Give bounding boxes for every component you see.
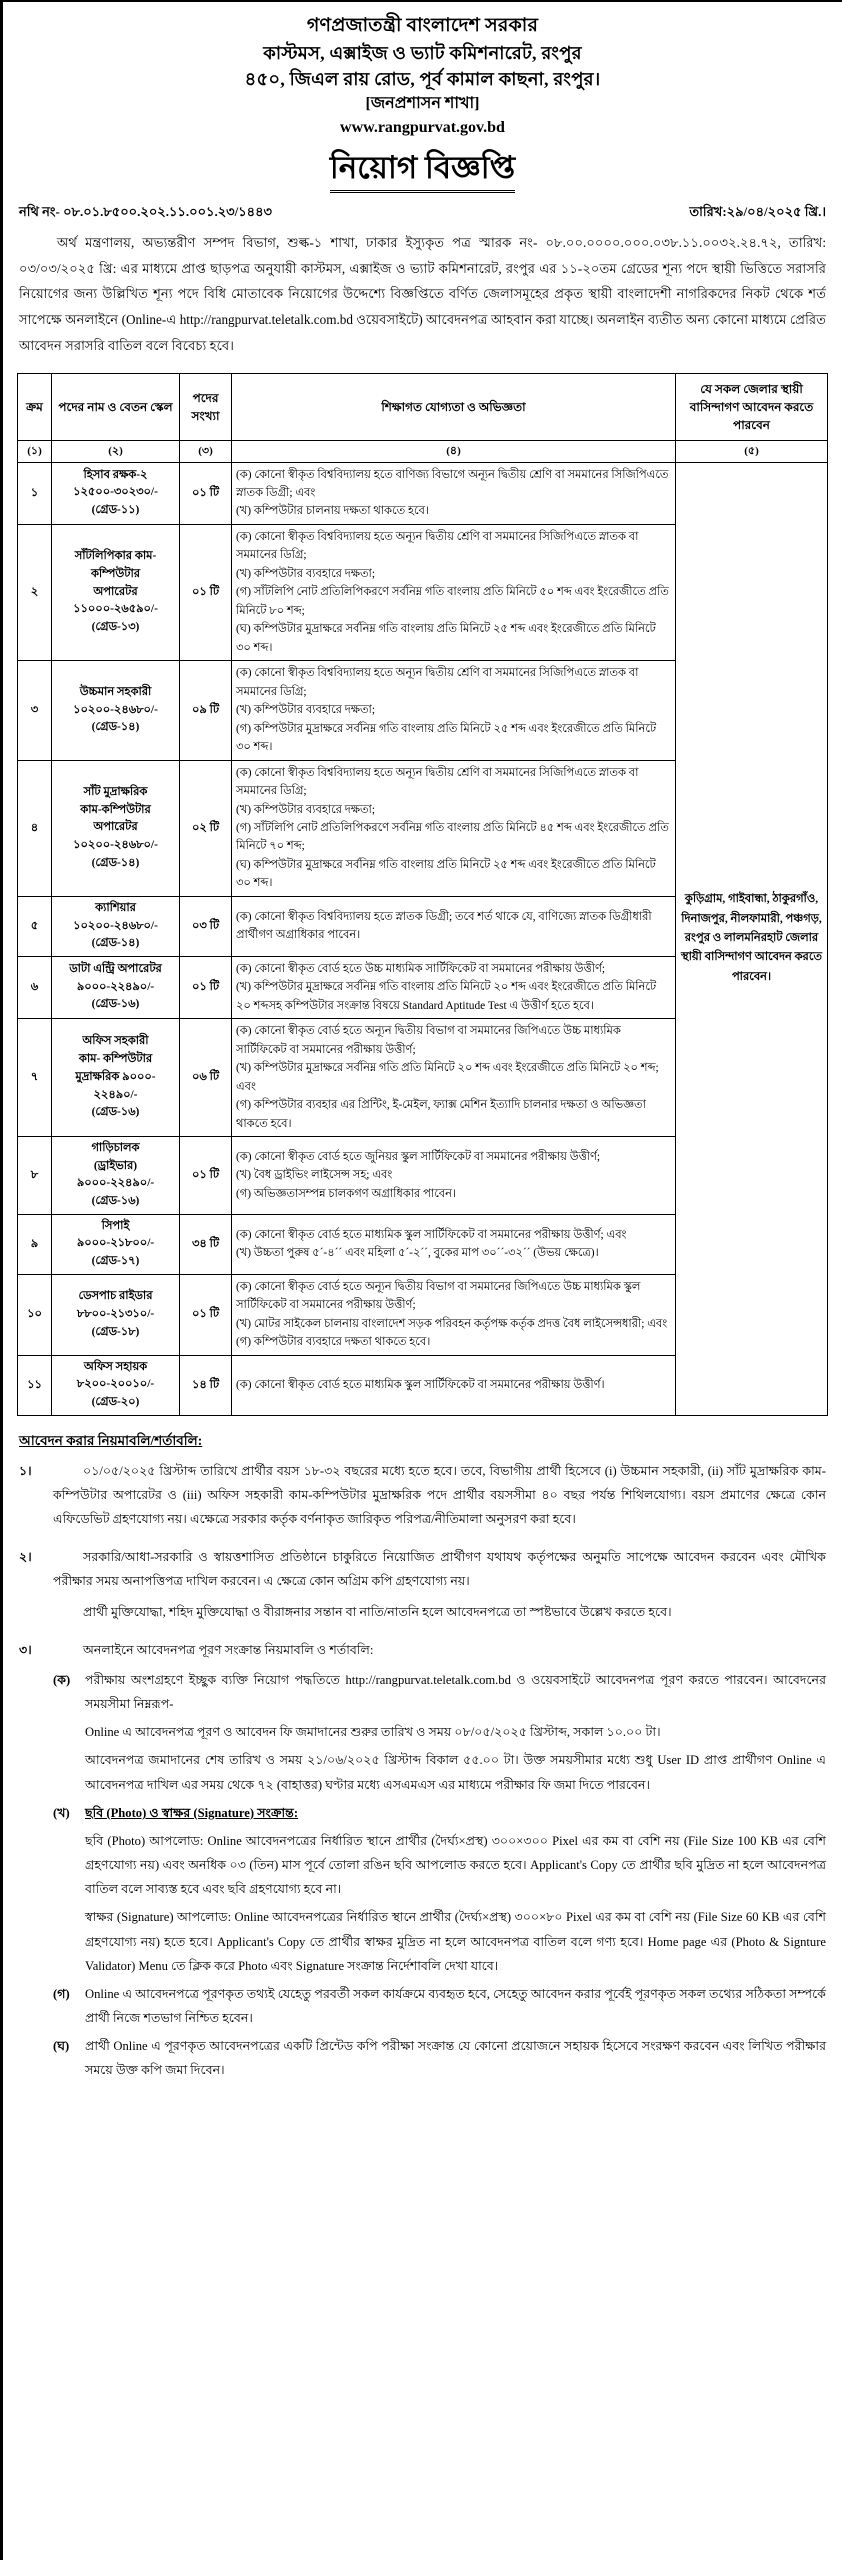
- subitem-text: প্রার্থী Online এ পূরণকৃত আবেদনপত্রের একটি প্রিন্টেড কপি পরীক্ষা সংক্রান্ত যে কোনো প্রয়োজনে সহায়ক হিসেবে সংরক্ষণ করবেন এবং লিখিত পরীক্ষার সময়ে উক্ত কপি জমা দিবেন।: [85, 2039, 826, 2078]
- qualification-line: (ক) কোনো স্বীকৃত বোর্ড হতে অন্যূন দ্বিতীয় বিভাগ বা সমমানের জিপিএতে উচ্চ মাধ্যমিক সার্টিফিকেট বা সমমানের পরীক্ষায় উত্তীর্ণ;: [236, 1025, 621, 1056]
- header-qualifications: শিক্ষাগত যোগ্যতা ও অভিজ্ঞতা: [232, 373, 676, 440]
- conditions-list: [17, 1459, 828, 2083]
- qualification-line: (ক) কোনো স্বীকৃত বিশ্ববিদ্যালয় হতে অন্যূন দ্বিতীয় শ্রেণি বা সমমানের সিজিপিএতে স্নাতক বা সমমানের ডিগ্রি;: [236, 667, 639, 698]
- subitem-label: [53, 1720, 85, 1744]
- cell-post-count: ০৯ টি: [180, 661, 232, 760]
- cell-qualifications: [232, 1137, 676, 1215]
- condition-number: ২।: [19, 1550, 32, 1565]
- cell-serial: ৪: [18, 760, 52, 896]
- government-name: গণপ্রজাতন্ত্রী বাংলাদেশ সরকার: [306, 15, 539, 36]
- cell-serial: ১: [18, 462, 52, 524]
- cell-qualifications: [232, 661, 676, 760]
- cell-post-count: ১৪ টি: [180, 1355, 232, 1415]
- table-row: [18, 462, 828, 524]
- condition-paragraph: ০১/০৫/২০২৫ খ্রিস্টাব্দ তারিখে প্রার্থীর বয়স ১৮-৩২ বছরের মধ্যে হতে হবে। তবে, বিভাগীয় প্রার্থী হিসেবে (i) উচ্চমান সহকারী, (ii) সাঁট মুদ্রাক্ষরিক কাম-কম্পিউটার অপারেটর ও (iii) অফিস সহকারী কাম-কম্পিউটার মুদ্রাক্ষরিক পদে প্রার্থীর বয়সসীমা ৪০ বছর পর্যন্ত শিথিলযোগ্য। বয়স প্রমাণের ক্ষেত্রে কোন এফিডেভিট গ্রহণযোগ্য নয়। এক্ষেত্রে সরকার কর্তৃক বর্ণনাকৃত জারিকৃত পরিপত্র/নীতিমালা অনুসরণ করা হবে।: [53, 1463, 826, 1527]
- cell-post-count: ০২ টি: [180, 760, 232, 896]
- cell-serial: ৬: [18, 956, 52, 1018]
- cell-post-count: ০১ টি: [180, 1274, 232, 1355]
- subitem-label: (খ): [53, 1805, 70, 1820]
- qualification-line: (ক) কোনো স্বীকৃত বোর্ড হতে উচ্চ মাধ্যমিক সার্টিফিকেট বা সমমানের পরীক্ষায় উত্তীর্ণ;: [236, 962, 606, 975]
- cell-qualifications: [232, 896, 676, 956]
- office-address: ৪৫০, জিএল রায় রোড, পূর্ব কামাল কাছনা, রংপুর।: [244, 68, 601, 89]
- condition-subitem: [53, 1720, 826, 1744]
- cell-districts: কুড়িগ্রাম, গাইবান্ধা, ঠাকুরগাঁও, দিনাজপুর, নীলফামারী, পঞ্চগড়, রংপুর ও লালমনিরহাট জেলার স্থায়ী বাসিন্দাগণ আবেদন করতে পারবেন।: [676, 462, 828, 1415]
- condition-body: [53, 1459, 826, 1538]
- subitem-text: ছবি (Photo) ও স্বাক্ষর (Signature) সংক্রান্ত:: [85, 1805, 299, 1820]
- condition-paragraph: প্রার্থী মুক্তিযোদ্ধা, শহিদ মুক্তিযোদ্ধা ও বীরাঙ্গনার সন্তান বা নাতি/নাতনি হলে আবেদনপত্রে তা স্পষ্টভাবে উল্লেখ করতে হবে।: [83, 1604, 672, 1619]
- cell-serial: ১০: [18, 1274, 52, 1355]
- qualification-line: (ক) কোনো স্বীকৃত বিশ্ববিদ্যালয় হতে স্নাতক ডিগ্রী; তবে শর্ত থাকে যে, বাণিজ্যে স্নাতক ডিগ্রীধারী প্রার্থীগণ অগ্রাধিকার পাবেন।: [236, 910, 652, 942]
- qualification-line: (ঘ) কম্পিউটার মুদ্রাক্ষরে সর্বনিম্ন গতি বাংলায় প্রতি মিনিটে ২৫ শব্দ এবং ইংরেজীতে প্রতি মিনিটে ৩০ শব্দ।: [236, 623, 656, 654]
- cell-post-name: অফিস সহকারী কাম- কম্পিউটার মুদ্রাক্ষরিক ৯০০০- ২২৪৯০/- (গ্রেড-১৬): [52, 1019, 180, 1137]
- cell-post-name: ক্যাশিয়ার ১০২০০-২৪৬৮০/- (গ্রেড-১৪): [52, 896, 180, 956]
- qualification-line: (খ) বৈধ ড্রাইভিং লাইসেন্স সহ; এবং: [236, 1169, 393, 1182]
- website-url[interactable]: www.rangpurvat.gov.bd: [340, 118, 505, 136]
- cell-qualifications: [232, 760, 676, 896]
- cell-serial: ৩: [18, 661, 52, 760]
- issue-date: তারিখ:২৯/০৪/২০২৫ খ্রি.।: [689, 203, 826, 219]
- cell-post-count: ০১ টি: [180, 524, 232, 660]
- cell-qualifications: [232, 956, 676, 1018]
- qualification-line: (খ) মোটর সাইকেল চালনায় বাংলাদেশ সড়ক পরিবহন কর্তৃপক্ষ কর্তৃক প্রদত্ত বৈধ লাইসেন্সধারী; এবং: [236, 1317, 668, 1330]
- qualification-line: (ক) কোনো স্বীকৃত বিশ্ববিদ্যালয় হতে অন্যূন দ্বিতীয় শ্রেণি বা সমমানের সিজিপিএতে স্নাতক বা সমমানের ডিগ্রি;: [236, 530, 639, 562]
- subitem-label: (ক): [53, 1672, 71, 1687]
- qualification-line: (খ) কম্পিউটার মুদ্রাক্ষরে সর্বনিম্ন গতি বাংলায় প্রতি মিনিটে ২০ শব্দ এবং ইংরেজীতে প্রতি মিনিটে ২০ শব্দসহ কম্পিউটার সংক্রান্ত বিষয়ে Standard Aptitude Test এ উত্তীর্ণ হতে হবে।: [236, 981, 657, 1012]
- cell-post-name: অফিস সহায়ক ৮২০০-২০০১০/- (গ্রেড-২০): [52, 1355, 180, 1415]
- subitem-text: Online এ আবেদনপত্র পূরণ ও আবেদন ফি জমাদানের শুরুর তারিখ ও সময় ০৮/০৫/২০২৫ খ্রিস্টাব্দ, সকাল ১০.০০ টা।: [85, 1725, 661, 1740]
- vacancy-table-head: [18, 373, 828, 462]
- page-title-text: নিয়োগ বিজ্ঞপ্তি: [330, 149, 515, 193]
- colnum-2: (২): [52, 440, 180, 462]
- subitem-label: [53, 1905, 85, 1978]
- table-header-row: [18, 373, 828, 440]
- qualification-line: (খ) কম্পিউটার ব্যবহারে দক্ষতা;: [236, 704, 376, 717]
- qualification-line: (গ) সাঁটলিপি নোট প্রতিলিপিকরণে সর্বনিম্ন গতি বাংলায় প্রতি মিনিটে ৫০ শব্দ এবং ইংরেজীতে প্রতি মিনিটে ৮০ শব্দ;: [236, 586, 669, 617]
- cell-qualifications: [232, 1019, 676, 1137]
- cell-post-name: সিপাই ৯০০০-২১৮০০/- (গ্রেড-১৭): [52, 1214, 180, 1274]
- qualification-line: (খ) কম্পিউটার মুদ্রাক্ষরে সর্বনিম্ন গতি প্রতি মিনিটে ২০ শব্দ এবং ইংরেজীতে প্রতি মিনিটে ২০ শব্দ; এবং: [236, 1062, 659, 1093]
- subitem-text: Online এ আবেদনপত্রে পূরণকৃত তথ্যই যেহেতু পরবর্তী সকল কার্যক্রমে ব্যবহৃত হবে, সেহেতু আবেদন করার পূর্বেই পূরণকৃত সকল তথ্যের সঠিকতা সম্পর্কে প্রার্থী নিজে শতভাগ নিশ্চিত হবেন।: [85, 1986, 826, 2026]
- colnum-5: (৫): [676, 440, 828, 462]
- condition-body: [53, 1638, 826, 2083]
- office-name: কাস্টমস, এক্সাইজ ও ভ্যাট কমিশনারেট, রংপুর: [263, 42, 582, 63]
- conditions-heading: আবেদন করার নিয়মাবলি/শর্তাবলি:: [19, 1432, 203, 1448]
- cell-qualifications: [232, 462, 676, 524]
- cell-serial: ১১: [18, 1355, 52, 1415]
- condition-subitem: [53, 1982, 826, 2030]
- qualification-line: (খ) কম্পিউটার চালনায় দক্ষতা থাকতে হবে।: [236, 505, 429, 518]
- cell-post-count: ৩৪ টি: [180, 1214, 232, 1274]
- qualification-line: (গ) কম্পিউটার ব্যবহার এর প্রিন্টিং, ই-মেইল, ফ্যাক্স মেশিন ইত্যাদি চালনার দক্ষতা ও অভিজ্ঞতা থাকতে হবে।: [236, 1099, 646, 1130]
- condition-body: [53, 1545, 826, 1630]
- cell-post-count: ০১ টি: [180, 956, 232, 1018]
- condition-item: [17, 1545, 828, 1630]
- cell-post-name: ডেসপাচ রাইডার ৮৮০০-২১৩১০/- (গ্রেড-১৮): [52, 1274, 180, 1355]
- qualification-line: (ক) কোনো স্বীকৃত বোর্ড হতে মাধ্যমিক স্কুল সার্টিফিকেট বা সমমানের পরীক্ষায় উত্তীর্ণ।: [236, 1378, 605, 1391]
- header-post-count: পদের সংখ্যা: [180, 373, 232, 440]
- subitem-label: (গ): [53, 1986, 70, 2001]
- header-post-name: পদের নাম ও বেতন স্কেল: [52, 373, 180, 440]
- cell-post-name: উচ্চমান সহকারী ১০২০০-২৪৬৮০/- (গ্রেড-১৪): [52, 661, 180, 760]
- cell-serial: ৫: [18, 896, 52, 956]
- condition-subitem: [53, 1905, 826, 1978]
- header-districts: যে সকল জেলার স্থায়ী বাসিন্দাগণ আবেদন করতে পারবেন: [676, 373, 828, 440]
- condition-subitem: [53, 2034, 826, 2082]
- subitem-text: ছবি (Photo) আপলোড: Online আবেদনপত্রের নির্ধারিত স্থানে প্রার্থীর (দৈর্ঘ্য×প্রস্থ) ৩০০×৩০০ Pixel এর কম বা বেশি নয় (File Size 100 KB এর বেশি গ্রহণযোগ্য নয়) এবং অনধিক ০৩ (তিন) মাস পূর্বে তোলা রঙিন ছবি আপলোড করতে হবে। Applicant's Copy তে প্রার্থীর ছবি মুদ্রিত না হলে আবেদনপত্র বাতিল বলে সাব্যস্ত হবে এবং ছবি গ্রহণযোগ্য হবে না।: [85, 1833, 826, 1897]
- cell-serial: ৯: [18, 1214, 52, 1274]
- cell-post-name: গাড়িচালক (ড্রাইভার) ৯০০০-২২৪৯০/- (গ্রেড-১৬): [52, 1137, 180, 1215]
- meta-row: [17, 203, 828, 224]
- subitem-text: পরীক্ষায় অংশগ্রহণে ইচ্ছুক ব্যক্তি নিয়োগ পদ্ধতিতে http://rangpurvat.teletalk.com.bd ও ওয়েবসাইটে আবেদনপত্র পূরণ করতে পারবেন। আবেদনের সময়সীমা নিম্নরূপ-: [85, 1672, 826, 1712]
- condition-item: [17, 1638, 828, 2083]
- condition-number: ৩।: [19, 1642, 32, 1657]
- cell-qualifications: [232, 1214, 676, 1274]
- condition-subitem: [53, 1668, 826, 1716]
- subitem-label: [53, 1748, 85, 1796]
- qualification-line: (ঘ) কম্পিউটার মুদ্রাক্ষরে সর্বনিম্ন গতি বাংলায় প্রতি মিনিটে ২৫ শব্দ এবং ইংরেজীতে প্রতি মিনিটে ৩০ শব্দ।: [236, 858, 656, 890]
- cell-qualifications: [232, 1355, 676, 1415]
- page-title: [17, 149, 828, 193]
- subitem-label: (ঘ): [53, 2039, 70, 2054]
- qualification-line: (খ) কম্পিউটার ব্যবহারে দক্ষতা;: [236, 567, 376, 580]
- qualification-line: (গ) অভিজ্ঞতাসম্পন্ন চালকগণ অগ্রাধিকার পাবেন।: [236, 1187, 456, 1200]
- condition-paragraph: অনলাইনে আবেদনপত্র পূরণ সংক্রান্ত নিয়মাবলি ও শর্তাবলি:: [83, 1642, 374, 1657]
- qualification-line: (ক) কোনো স্বীকৃত বোর্ড হতে অন্যূন দ্বিতীয় বিভাগ বা সমমানের জিপিএতে উচ্চ মাধ্যমিক স্কুল সার্টিফিকেট বা সমমানের পরীক্ষায় উত্তীর্ণ;: [236, 1280, 641, 1312]
- condition-subitem: [53, 1748, 826, 1796]
- subitem-text: আবেদনপত্র জমাদানের শেষ তারিখ ও সময় ২১/০৬/২০২৫ খ্রিস্টাব্দ বিকাল ৫৫.০০ টা। উক্ত সময়সীমার মধ্যে শুধু User ID প্রাপ্ত প্রার্থীগণ Online এ আবেদনপত্র দাখিল এর সময় থেকে ৭২ (বাহাত্তর) ঘণ্টার মধ্যে এসএমএস এর মাধ্যমে পরীক্ষার ফি জমা দিতে পারবেন।: [85, 1753, 826, 1792]
- cell-post-count: ০১ টি: [180, 1137, 232, 1215]
- vacancy-table: [17, 373, 828, 1416]
- cell-post-count: ০৩ টি: [180, 896, 232, 956]
- subitem-text: স্বাক্ষর (Signature) আপলোড: Online আবেদনপত্রের নির্ধারিত স্থানে প্রার্থীর (দৈর্ঘ্য×প্রস্থ) ৩০০×৮০ Pixel এর কম বা বেশি নয় (File Size 60 KB এর বেশি গ্রহণযোগ্য নয়) হতে হবে। Applicant's Copy তে প্রার্থীর স্বাক্ষর মুদ্রিত না হলে আবেদনপত্র বাতিল বলে গণ্য হবে। Home page এর (Photo & Signture Validator) Menu তে ক্লিক করে Photo এবং Signature সংক্রান্ত নির্দেশাবলি দেখা যাবে।: [85, 1910, 826, 1973]
- cell-serial: ৮: [18, 1137, 52, 1215]
- condition-paragraph: সরকারি/আধা-সরকারি ও স্বায়ত্তশাসিত প্রতিষ্ঠানে চাকুরিতে নিয়োজিত প্রার্থীগণ যথাযথ কর্তৃপক্ষের অনুমতি সাপেক্ষে আবেদন করবেন এবং মৌখিক পরীক্ষার সময় অনাপত্তিপত্র দাখিল করবেন। এ ক্ষেত্রে কোন অগ্রিম কপি গ্রহণযোগ্য নয়।: [53, 1550, 826, 1589]
- qualification-line: (ক) কোনো স্বীকৃত বোর্ড হতে জুনিয়র স্কুল সার্টিফিকেট বা সমমানের পরীক্ষায় উত্তীর্ণ;: [236, 1150, 601, 1163]
- subitem-label: [53, 1829, 85, 1902]
- cell-post-name: হিসাব রক্ষক-২ ১২৫০০-৩০২৩০/- (গ্রেড-১১): [52, 462, 180, 524]
- qualification-line: (ক) কোনো স্বীকৃত বিশ্ববিদ্যালয় হতে অন্যূন দ্বিতীয় শ্রেণি বা সমমানের সিজিপিএতে স্নাতক বা সমমানের ডিগ্রি;: [236, 766, 639, 798]
- qualification-line: (ক) কোনো স্বীকৃত বিশ্ববিদ্যালয় হতে বাণিজ্য বিভাগে অন্যূন দ্বিতীয় শ্রেণি বা সমমানের সিজিপিএতে স্নাতক ডিগ্রী; এবং: [236, 468, 669, 499]
- condition-item: [17, 1459, 828, 1538]
- header-serial: ক্রম: [18, 373, 52, 440]
- colnum-4: (৪): [232, 440, 676, 462]
- condition-subitem: [53, 1801, 826, 1825]
- cell-post-count: ০৬ টি: [180, 1019, 232, 1137]
- cell-post-name: ডাটা এন্ট্রি অপারেটর ৯০০০-২২৪৯০/- (গ্রেড-১৬): [52, 956, 180, 1018]
- qualification-line: (গ) কম্পিউটার মুদ্রাক্ষরে সর্বনিম্ন গতি বাংলায় প্রতি মিনিটে ২৫ শব্দ এবং ইংরেজীতে প্রতি মিনিটে ৩০ শব্দ।: [236, 722, 657, 754]
- cell-post-count: ০১ টি: [180, 462, 232, 524]
- qualification-line: (খ) কম্পিউটার ব্যবহারে দক্ষতা;: [236, 803, 376, 816]
- file-number: নথি নং- ০৮.০১.৮৫০০.২০২.১১.০০১.২৩/১৪৪৩: [19, 203, 272, 219]
- letterhead: [17, 12, 828, 139]
- colnum-1: (১): [18, 440, 52, 462]
- condition-number: ১।: [19, 1463, 32, 1478]
- table-column-number-row: [18, 440, 828, 462]
- colnum-3: (৩): [180, 440, 232, 462]
- cell-post-name: সাঁট মুদ্রাক্ষরিক কাম-কম্পিউটার অপারেটর ১০২০০-২৪৬৮০/- (গ্রেড-১৪): [52, 760, 180, 896]
- intro-paragraph: অর্থ মন্ত্রণালয়, অভ্যন্তরীণ সম্পদ বিভাগ, শুল্ক-১ শাখা, ঢাকার ইস্যুকৃত পত্র স্মারক নং- ০৮.০০.০০০০.০০০.০৩৮.১১.০০৩২.২৪.৭২, তারিখ: ০৩/০৩/২০২৫ খ্রি: এর মাধ্যমে প্রাপ্ত ছাড়পত্র অনুযায়ী কাস্টমস, এক্সাইজ ও ভ্যাট কমিশনারেট, রংপুর এর ১১-২০তম গ্রেডের শূন্য পদে স্থায়ী ভিত্তিতে সরাসরি নিয়োগের জন্য উল্লিখিত শূন্য পদে বিধি মোতাবেক নিয়োগের উদ্দেশ্যে বিজ্ঞপ্তিতে বর্ণিত জেলাসমূহের প্রকৃত স্থায়ী বাংলাদেশী নাগরিকদের নিকট থেকে শর্ত সাপেক্ষে অনলাইনে (Online-এ http://rangpurvat.teletalk.com.bd ওয়েবসাইটে) আবেদনপত্র আহবান করা যাচ্ছে। অনলাইন ব্যতীত অন্য কোনো মাধ্যমে প্রেরিত আবেদন সরাসরি বাতিল বলে বিবেচ্য হবে।: [19, 234, 826, 353]
- qualification-line: (খ) উচ্চতা পুরুষ ৫´-৪´´ এবং মহিলা ৫´-২´´, বুকের মাপ ৩০´´-৩২´´ (উভয় ক্ষেত্রে)।: [236, 1247, 599, 1260]
- cell-serial: ৭: [18, 1019, 52, 1137]
- cell-qualifications: [232, 1274, 676, 1355]
- qualification-line: (গ) কম্পিউটার ব্যবহারে দক্ষতা থাকতে হবে।: [236, 1336, 431, 1349]
- qualification-line: (ক) কোনো স্বীকৃত বোর্ড হতে মাধ্যমিক স্কুল সার্টিফিকেট বা সমমানের পরীক্ষায় উত্তীর্ণ; এবং: [236, 1228, 627, 1241]
- cell-post-name: সাঁটলিপিকার কাম- কম্পিউটার অপারেটর ১১০০০-২৬৫৯০/- (গ্রেড-১৩): [52, 524, 180, 660]
- cell-serial: ২: [18, 524, 52, 660]
- cell-qualifications: [232, 524, 676, 660]
- condition-subitem: [53, 1829, 826, 1902]
- vacancy-table-body: [18, 462, 828, 1415]
- branch-name: [জনপ্রশাসন শাখা]: [365, 94, 480, 112]
- qualification-line: (গ) সাঁটলিপি নোট প্রতিলিপিকরণে সর্বনিম্ন গতি বাংলায় প্রতি মিনিটে ৪৫ শব্দ এবং ইংরেজীতে প্রতি মিনিটে ৭০ শব্দ;: [236, 821, 669, 853]
